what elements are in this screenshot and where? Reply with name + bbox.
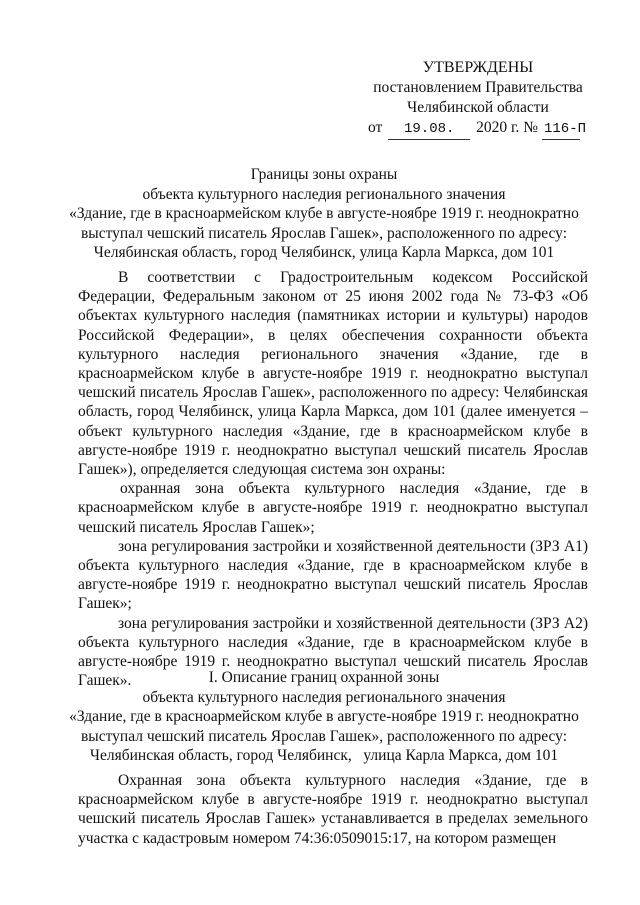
approval-year: 2020 г. № [476,119,539,136]
section-1-line-2: объекта культурного наследия регионального значения [142,688,506,706]
approval-number: 116-П [542,119,580,140]
document-title [60,165,588,263]
title-line-1: Границы зоны охраны [250,166,398,183]
approval-stamp [368,58,588,140]
section-1-heading [60,668,588,766]
section-1-text [78,771,588,848]
approval-date-line [368,118,588,140]
approval-region: Челябинской области [407,99,549,116]
section-1-line-3: «Здание, где в красноармейском клубе в августе-ноябре 1919 г. неоднократно [69,708,579,725]
approval-date: 19.08. [388,119,470,140]
section-1-line-1: I. Описание границ охранной зоны [208,669,440,686]
paragraph-4: зона регулирования застройки и хозяйственной деятельности (ЗРЗ А2) объекта культурного наследия «Здание, где в красноармейском клубе в августе-ноябре 1919 г. неоднократно выступал чешский писатель Ярослав Гашек». [78,614,588,690]
approval-decree: постановлением Правительства [373,79,583,96]
paragraph-1: В соответствии с Градостроительным кодексом Российской Федерации, Федеральным законом от 25 июня 2002 года № 73-ФЗ «Об объектах культурного наследия (памятниках истории и культуры) народов Российской Федерации», в целях обеспечения сохранности объекта культурного наследия регионального значения «Здание, где в красноармейском клубе в августе-ноябре 1919 г. неоднократно выступал чешский писатель Ярослав Гашек», расположенного по адресу: Челябинская область, город Челябинск, улица Карла Маркса, дом 101 (далее именуется – объект культурного наследия «Здание, где в красноармейском клубе в августе-ноябре 1919 г. неоднократно выступал чешский писатель Ярослав Гашек»), определяется следующая система зон охраны: [78,269,588,479]
approval-prefix: от [368,119,383,136]
intro-text [78,268,588,690]
paragraph-2: охранная зона объекта культурного наследия «Здание, где в красноармейском клубе в августе-ноябре 1919 г. неоднократно выступал чешский писатель Ярослав Гашек»; [78,480,588,536]
title-line-5: Челябинская область, город Челябинск, улица Карла Маркса, дом 101 [93,244,555,261]
section-1-paragraph-1: Охранная зона объекта культурного наследия «Здание, где в красноармейском клубе в августе-ноябре 1919 г. неоднократно выступал чешский писатель Ярослав Гашек» устанавливается в пределах земельного участка с кадастровым номером 74:36:0509015:17, на котором размещен [78,772,588,847]
title-line-2: объекта культурного наследия регионального значения [142,185,506,203]
section-1-line-4: выступал чешский писатель Ярослав Гашек», расположенного по адресу: [80,727,568,745]
approval-heading: УТВЕРЖДЕНЫ [422,59,534,76]
paragraph-3: зона регулирования застройки и хозяйственной деятельности (ЗРЗ А1) объекта культурного наследия «Здание, где в красноармейском клубе в августе-ноябре 1919 г. неоднократно выступал чешский писатель Ярослав Гашек»; [78,537,588,613]
title-line-3: «Здание, где в красноармейском клубе в августе-ноябре 1919 г. неоднократно [69,205,579,222]
section-1-line-5: Челябинская область, город Челябинск, улица Карла Маркса, дом 101 [89,747,559,764]
title-line-4: выступал чешский писатель Ярослав Гашек», расположенного по адресу: [80,224,568,242]
